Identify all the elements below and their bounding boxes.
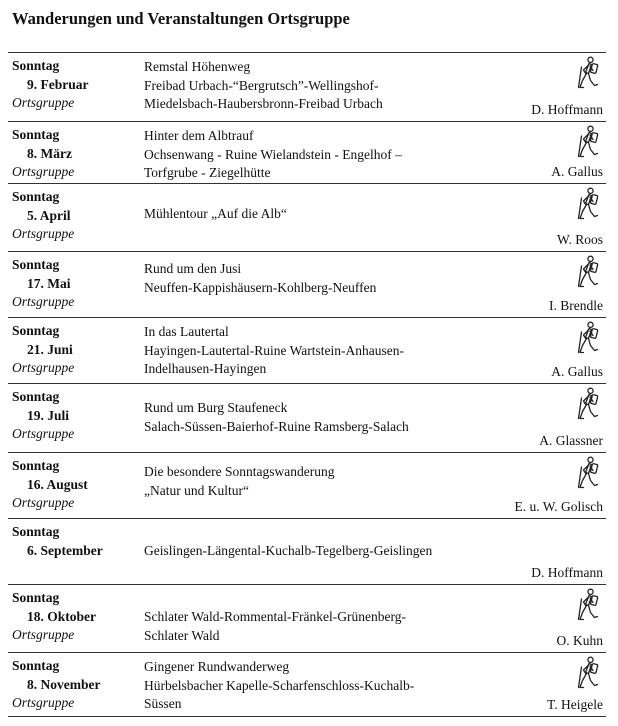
event-leader: A. Gallus: [551, 164, 603, 179]
event-group: Ortsgruppe: [12, 95, 75, 110]
event-date: 6. September: [27, 542, 103, 558]
event-group: Ortsgruppe: [12, 226, 75, 241]
event-route-line: Mühlentour „Auf die Alb“: [144, 206, 287, 221]
hiker-icon: [575, 187, 601, 221]
event-date: 8. März: [27, 145, 72, 161]
event-date-block: [12, 457, 134, 513]
event-date-block: [12, 188, 134, 244]
event-date-block: [12, 256, 134, 312]
event-date: 8. November: [27, 676, 101, 692]
event-date-block: [12, 388, 134, 444]
event-leader: O. Kuhn: [556, 633, 603, 648]
event-date: 17. Mai: [27, 275, 71, 291]
event-description: [144, 323, 504, 379]
event-leader: A. Glassner: [539, 433, 603, 448]
hiker-icon: [575, 321, 601, 355]
event-row: [8, 252, 606, 318]
event-route-line: „Natur und Kultur“: [144, 482, 249, 498]
event-route-line: Hayingen-Lautertal-Ruine Wartstein-Anhausen-: [144, 342, 404, 358]
event-leader: T. Heigele: [547, 697, 603, 712]
event-date: 21. Juni: [27, 341, 73, 357]
event-route-line: Geislingen-Längental-Kuchalb-Tegelberg-Geislingen: [144, 543, 433, 558]
event-description: [144, 205, 504, 224]
event-row: [8, 122, 606, 184]
event-day: Sonntag: [12, 189, 60, 204]
event-group: Ortsgruppe: [12, 294, 75, 309]
event-route-line: Miedelsbach-Haubersbronn-Freibad Urbach: [144, 96, 383, 111]
event-group: Ortsgruppe: [12, 164, 75, 179]
event-route-line: Hürbelsbacher Kapelle-Scharfenschloss-Kuchalb-: [144, 677, 415, 693]
event-group: Ortsgruppe: [12, 695, 75, 710]
event-day: Sonntag: [12, 658, 60, 673]
event-route-line: Süssen: [144, 696, 182, 711]
event-group: Ortsgruppe: [12, 360, 75, 375]
event-day: Sonntag: [12, 58, 60, 73]
event-date: 19. Juli: [27, 407, 70, 423]
hiker-icon: [575, 456, 601, 490]
event-route-line: Schlater Wald: [144, 627, 220, 643]
event-day: Sonntag: [12, 323, 60, 338]
event-route-line: Freibad Urbach-“Bergrutsch”-Wellingshof-: [144, 77, 379, 93]
event-row: [8, 519, 606, 585]
event-date-block: [12, 57, 134, 113]
event-day: Sonntag: [12, 127, 60, 142]
page-title: Wanderungen und Veranstaltungen Ortsgruppe: [12, 9, 350, 28]
event-description: [144, 658, 504, 714]
event-leader: I. Brendle: [549, 298, 603, 313]
hiker-icon: [575, 387, 601, 421]
event-description: [144, 608, 504, 645]
event-description: [144, 542, 504, 561]
event-day: Sonntag: [12, 389, 60, 404]
event-route-line: Torfgrube - Ziegelhütte: [144, 165, 271, 180]
event-day: Sonntag: [12, 590, 60, 605]
event-route-line: Salach-Süssen-Baierhof-Ruine Ramsberg-Salach: [144, 418, 409, 434]
event-group: Ortsgruppe: [12, 426, 75, 441]
event-description: [144, 58, 504, 114]
event-route-line: Remstal Höhenweg: [144, 59, 251, 74]
hiker-icon: [575, 656, 601, 690]
event-row: [8, 653, 606, 717]
event-date: 5. April: [27, 207, 71, 223]
event-date-block: [12, 657, 134, 713]
event-route-line: Indelhausen-Hayingen: [144, 361, 267, 376]
event-route-line: In das Lautertal: [144, 324, 229, 339]
event-route-line: Rund um den Jusi: [144, 261, 242, 276]
event-row: [8, 453, 606, 519]
event-list: [8, 52, 606, 717]
hiker-icon: [575, 255, 601, 289]
event-date: 9. Februar: [27, 76, 89, 92]
event-group: Ortsgruppe: [12, 627, 75, 642]
event-row: [8, 384, 606, 453]
event-route-line: Rund um Burg Staufeneck: [144, 400, 288, 415]
event-route-line: Gingener Rundwanderweg: [144, 659, 290, 674]
event-description: [144, 260, 504, 297]
event-leader: D. Hoffmann: [531, 102, 603, 117]
event-row: [8, 318, 606, 384]
event-leader: W. Roos: [556, 232, 603, 247]
event-group: Ortsgruppe: [12, 495, 75, 510]
event-leader: A. Gallus: [551, 364, 603, 379]
event-date-block: [12, 322, 134, 378]
event-description: [144, 463, 504, 500]
event-description: [144, 127, 504, 183]
event-day: Sonntag: [12, 458, 60, 473]
event-route-line: Hinter dem Albtrauf: [144, 128, 254, 143]
event-day: Sonntag: [12, 257, 60, 272]
event-day: Sonntag: [12, 524, 60, 539]
event-leader: D. Hoffmann: [531, 565, 603, 580]
hiker-icon: [575, 588, 601, 622]
event-row: [8, 585, 606, 653]
event-date-block: [12, 523, 134, 560]
event-leader: E. u. W. Golisch: [514, 499, 603, 514]
event-date-block: [12, 126, 134, 182]
hiker-icon: [575, 56, 601, 90]
event-route-line: Neuffen-Kappishäusern-Kohlberg-Neuffen: [144, 279, 377, 295]
event-route-line: Schlater Wald-Rommental-Fränkel-Grünenberg-: [144, 609, 406, 624]
event-date-block: [12, 589, 134, 645]
event-row: [8, 184, 606, 252]
event-description: [144, 399, 504, 436]
event-row: [8, 53, 606, 122]
event-date: 18. Oktober: [27, 608, 96, 624]
hiker-icon: [575, 125, 601, 159]
event-route-line: Ochsenwang - Ruine Wielandstein - Engelhof –: [144, 146, 402, 162]
event-date: 16. August: [27, 476, 88, 492]
event-route-line: Die besondere Sonntagswanderung: [144, 464, 335, 479]
